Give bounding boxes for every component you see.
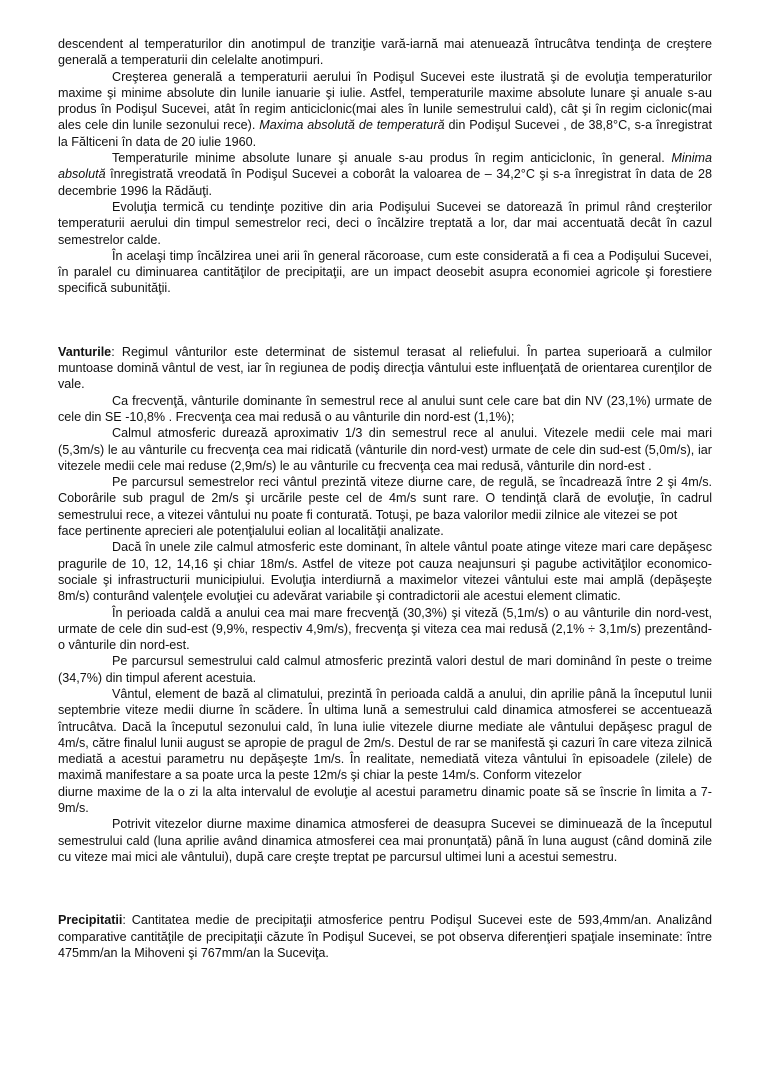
paragraph-wind-element: Vântul, element de bază al climatului, prezintă în perioada caldă a anului, din aprilie până la începutul lunii septembrie viteze medii diurne în scădere. În ultima lună a semestrului cald dinamica atmosferei se accentuează întrucâtva. Dacă la începutul sezonului cald, în luna iulie vitezele diurne mediate ale vântului depăşesc pragul de 4m/s, către finalul lunii august se apropie de pragul de 2m/s. Destul de rar se manifestă şi cazuri în care viteza zilnică mediată a acestui parametru nu depăşeşte 1m/s. În realitate, nemediată viteza vântului în episoadele (zilele) de maximă manifestare a sa poate urca la peste 12m/s şi chiar la peste 14m/s. Conform vitezelor [58, 686, 712, 783]
paragraph-precipitation [58, 912, 712, 961]
section-heading-winds: Vanturile [58, 344, 112, 359]
text-run: înregistrată vreodată în Podişul Sucevei a coborât la valoarea de – 34,2°C şi s-a înregistrat în data de 28 decembrie 1996 la Rădăuţi. [58, 167, 712, 198]
italic-term-maximum: Maxima absolută de temperatură [259, 118, 445, 133]
paragraph-wind-warm-season: În perioada caldă a anului cea mai mare frecvenţă (30,3%) şi viteză (5,1m/s) o au vânturile din nord-vest, urmate de cele din sud-est (9,9%, respectiv 4,9m/s), frecvenţa şi viteza cea mai redusă (2,1% ÷ 3,1m/s) prezentând-o vânturile din nord-est. [58, 605, 712, 653]
paragraph-warming-impact: În acelaşi timp încălzirea unei arii în general răcoroase, cum este considerată a fi cea a Podişului Sucevei, în paralel cu diminuarea cantităţilor de precipitaţii, are un impact deosebit asupra economiei agricole şi forestiere specifică subunităţii. [58, 248, 712, 296]
paragraph-thermal-evolution: Evoluţia termică cu tendinţe pozitive din aria Podişului Sucevei se datorează în primul rând creşterilor temperaturii aerului din timpul semestrelor reci, deci o încălzire treptată a lor, dar mai accentuată decât în cazul semestrelor calde. [58, 199, 712, 247]
paragraph-minimum-temperature [58, 150, 712, 199]
paragraph-temperature-intro: descendent al temperaturilor din anotimpul de tranziţie vară-iarnă mai atenuează întrucâtva tendinţa de creştere generală a temperaturii din celelalte anotimpuri. [58, 37, 712, 68]
text-run: Creşterea generală a temperaturii aerului în Podişul Sucevei este ilustrată şi de evoluţia temperaturilor maxime şi minime absolute din lunile ianuarie şi iulie. Astfel, temperaturile maxime absolute lunare şi anuale s-au produs în Podişul Sucevei, atât în regim anticiclonic(mai ales în lunile semestrului cald), cât şi în regim ciclonic(mai ales cele din lunile sezonului rece). [58, 69, 712, 133]
paragraph-warm-calm: Pe parcursul semestrului cald calmul atmosferic prezintă valori destul de mari dominând în peste o treime (34,7%) din timpul aferent acestuia. [58, 654, 712, 685]
italic-term-minimum: Minima absolută [58, 151, 712, 182]
section-heading-precipitation: Precipitatii [58, 913, 123, 928]
paragraph-wind-interval: diurne maxime de la o zi la alta intervalul de evoluţie al acestui parametru dinamic poate să se înscrie în limita a 7-9m/s. [58, 784, 712, 816]
text-run: Temperaturile minime absolute lunare şi anuale s-au produs în regim anticiclonic, în general. [112, 151, 672, 166]
text-run: din Podişul Sucevei , de 38,8°C, s-a înregistrat la Fălticeni în data de 20 iulie 1960. [58, 118, 712, 149]
paragraph-wind-extremes: Dacă în unele zile calmul atmosferic este dominant, în altele vântul poate atinge viteze mari care depăşesc pragurile de 10, 12, 14,16 şi chiar 18m/s. Astfel de viteze pot cauza neajunsuri şi pagube activităţilor economico-sociale şi infrastructurii municipiului. Evoluţia interdiurnă a maximelor vitezei vântului este mai amplă (depăşeşte 8m/s) conturând valenţele evoluţiei cu adevărat variabile şi contradictorii ale acestui element climatic. [58, 540, 712, 604]
paragraph-wind-dynamics: Potrivit vitezelor diurne maxime dinamica atmosferei de deasupra Sucevei se diminuează de la începutul semestrului cald (luna aprilie având dinamica atmosferei cea mai pronunţată) până în luna august (când domină zile cu viteze mai mici ale vântului), după care creşte treptat pe parcursul ultimei luni a acestui semestru. [58, 817, 712, 864]
paragraph-winds-intro [58, 344, 712, 393]
paragraph-wind-potential: face pertinente aprecieri ale potenţialului eolian al localităţii analizate. [58, 524, 444, 539]
paragraph-wind-frequency: Ca frecvenţă, vânturile dominante în semestrul rece al anului sunt cele care bat din NV (23,1%) urmate de cele din SE -10,8% . Frecvenţa cea mai redusă o au vânturile din nord-est (1,1%); [58, 393, 712, 424]
paragraph-wind-cold-season: Pe parcursul semestrelor reci vântul prezintă viteze diurne care, de regulă, se încadrează între 2 şi 4m/s. Coborârile sub pragul de 2m/s şi urcările peste cel de 4m/s sunt rare. O tendinţă clară de evoluţie, în cadrul semestrului rece, a vitezei vântului nu poate fi conturată. Totuşi, pe baza valorilor medii zilnice ale vitezei se pot [58, 475, 712, 522]
text-run: : Cantitatea medie de precipitaţii atmosferice pentru Podişul Sucevei este de 593,4mm/an. Analizând comparative cantităţile de precipitaţii căzute în Podişul Sucevei, se pot observa diferenţieri spaţiale inseminate: între 475mm/an la Mihoveni şi 767mm/an la Suceviţa. [58, 913, 712, 960]
paragraph-wind-calm: Calmul atmosferic durează aproximativ 1/3 din semestrul rece al anului. Vitezele medii cele mai mari (5,3m/s) le au vânturile cu frecvenţa cea mai ridicată (vânturile din nord-vest) urmate de cele din sud-est (5,0m/s), iar vitezele medii cele mai reduse (2,9m/s) le au vânturile cu frecvenţa cea mai redusă, vânturile din nord-est . [58, 426, 712, 473]
document-page [58, 36, 712, 961]
text-run: : Regimul vânturilor este determinat de sistemul terasat al reliefului. În partea superioară a culmilor muntoase domină vântul de vest, iar în regiunea de podiş direcţia vântului este influenţată de orientarea curenţilor de vale. [58, 344, 712, 392]
paragraph-temperature-extremes [58, 69, 712, 150]
